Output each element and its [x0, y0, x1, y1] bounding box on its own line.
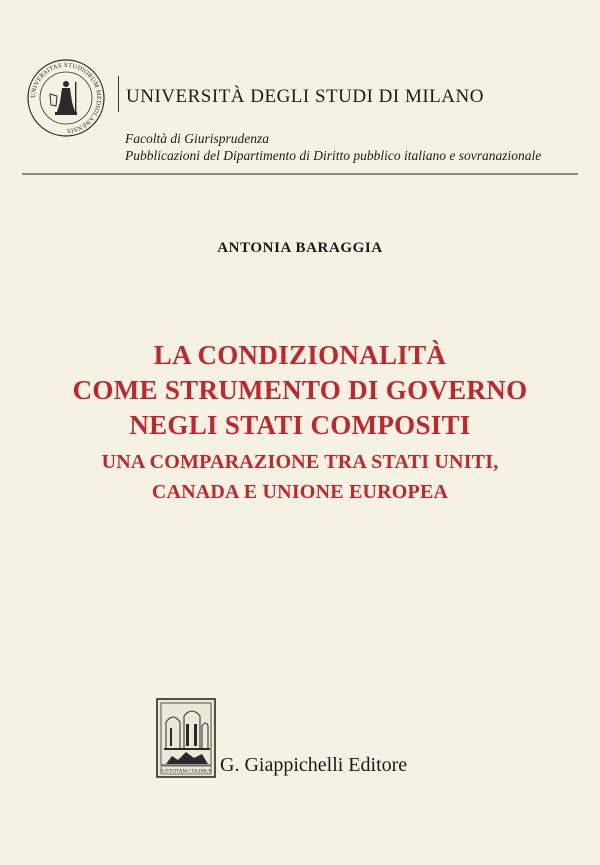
seal-text: UNIVERSITAS STUDIORUM MEDIOLANENSIS — [29, 61, 103, 135]
author-name: ANTONIA BARAGGIA — [217, 240, 383, 256]
department-name: Pubblicazioni del Dipartimento di Diritto pubblico italiano e sovranazionale — [125, 148, 542, 163]
university-name: UNIVERSITÀ DEGLI STUDI DI MILANO — [126, 86, 484, 107]
title-block — [0, 338, 600, 507]
title-line: COME STRUMENTO DI GOVERNO — [72, 375, 528, 405]
faculty-name: Facoltà di Giurisprudenza — [125, 131, 269, 146]
title-line: LA CONDIZIONALITÀ — [153, 340, 447, 370]
header-divider-vertical — [118, 76, 119, 112]
title-line: NEGLI STATI COMPOSITI — [129, 410, 471, 440]
publisher-name: G. Giappichelli Editore — [220, 754, 408, 776]
subtitle-line: UNA COMPARAZIONE TRA STATI UNITI, — [101, 451, 499, 473]
publisher-logo-text: IUSTITIAM COLIMUS — [160, 768, 212, 775]
university-seal-icon — [26, 58, 106, 138]
subtitle-line: CANADA E UNIONE EUROPEA — [151, 481, 449, 503]
publisher-logo-icon — [156, 698, 216, 778]
header-divider — [22, 173, 578, 175]
